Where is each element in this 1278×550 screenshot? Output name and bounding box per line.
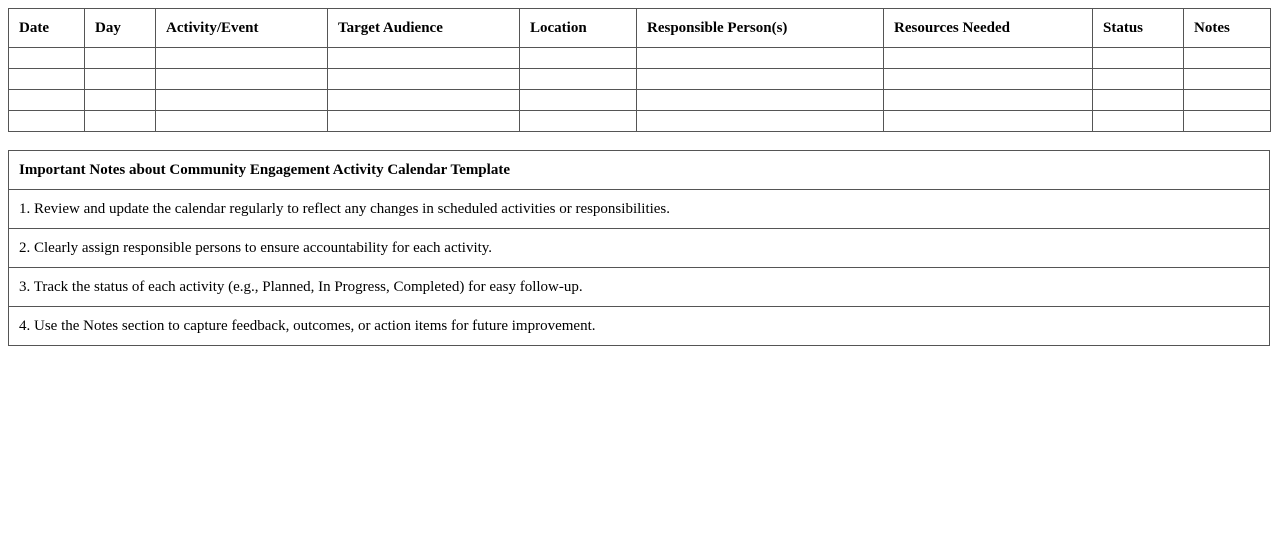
- table-cell[interactable]: [156, 69, 328, 90]
- table-cell[interactable]: [85, 90, 156, 111]
- table-cell[interactable]: [520, 90, 637, 111]
- column-header-target-audience: Target Audience: [328, 9, 520, 48]
- notes-header-row: [9, 151, 1270, 190]
- table-cell[interactable]: [884, 48, 1093, 69]
- column-header-status: Status: [1093, 9, 1184, 48]
- table-cell[interactable]: [9, 69, 85, 90]
- column-header-resources-needed: Resources Needed: [884, 9, 1093, 48]
- table-row: [9, 48, 1271, 69]
- table-cell[interactable]: [1184, 111, 1271, 132]
- important-notes-table: [8, 150, 1270, 346]
- table-cell[interactable]: [520, 69, 637, 90]
- table-cell[interactable]: [884, 69, 1093, 90]
- table-cell[interactable]: [1093, 90, 1184, 111]
- table-cell[interactable]: [637, 111, 884, 132]
- table-cell[interactable]: [637, 48, 884, 69]
- activity-calendar-table: [8, 8, 1271, 132]
- table-cell[interactable]: [637, 69, 884, 90]
- table-cell[interactable]: [156, 111, 328, 132]
- table-cell[interactable]: [85, 48, 156, 69]
- table-row: [9, 69, 1271, 90]
- column-header-notes: Notes: [1184, 9, 1271, 48]
- table-cell[interactable]: [328, 111, 520, 132]
- table-cell[interactable]: [328, 69, 520, 90]
- table-cell[interactable]: [1093, 48, 1184, 69]
- table-cell[interactable]: [85, 69, 156, 90]
- note-item-1: 1. Review and update the calendar regularly to reflect any changes in scheduled activities or responsibilities.: [9, 190, 1270, 229]
- table-cell[interactable]: [328, 90, 520, 111]
- column-header-activity-event: Activity/Event: [156, 9, 328, 48]
- table-row: [9, 90, 1271, 111]
- table-cell[interactable]: [1184, 90, 1271, 111]
- notes-title: Important Notes about Community Engagement Activity Calendar Template: [9, 151, 1270, 190]
- table-cell[interactable]: [637, 90, 884, 111]
- list-item: [9, 190, 1270, 229]
- table-cell[interactable]: [85, 111, 156, 132]
- table-cell[interactable]: [884, 111, 1093, 132]
- table-cell[interactable]: [1184, 69, 1271, 90]
- table-cell[interactable]: [156, 90, 328, 111]
- note-item-2: 2. Clearly assign responsible persons to ensure accountability for each activity.: [9, 229, 1270, 268]
- table-cell[interactable]: [328, 48, 520, 69]
- column-header-responsible-persons: Responsible Person(s): [637, 9, 884, 48]
- table-cell[interactable]: [884, 90, 1093, 111]
- table-row: [9, 111, 1271, 132]
- list-item: [9, 229, 1270, 268]
- column-header-day: Day: [85, 9, 156, 48]
- table-cell[interactable]: [1093, 111, 1184, 132]
- table-cell[interactable]: [9, 111, 85, 132]
- note-item-4: 4. Use the Notes section to capture feedback, outcomes, or action items for future improvement.: [9, 307, 1270, 346]
- table-cell[interactable]: [9, 48, 85, 69]
- table-cell[interactable]: [520, 111, 637, 132]
- table-cell[interactable]: [156, 48, 328, 69]
- table-cell[interactable]: [1184, 48, 1271, 69]
- table-header-row: [9, 9, 1271, 48]
- table-cell[interactable]: [1093, 69, 1184, 90]
- table-cell[interactable]: [520, 48, 637, 69]
- list-item: [9, 307, 1270, 346]
- column-header-location: Location: [520, 9, 637, 48]
- note-item-3: 3. Track the status of each activity (e.g., Planned, In Progress, Completed) for easy follow-up.: [9, 268, 1270, 307]
- column-header-date: Date: [9, 9, 85, 48]
- list-item: [9, 268, 1270, 307]
- table-cell[interactable]: [9, 90, 85, 111]
